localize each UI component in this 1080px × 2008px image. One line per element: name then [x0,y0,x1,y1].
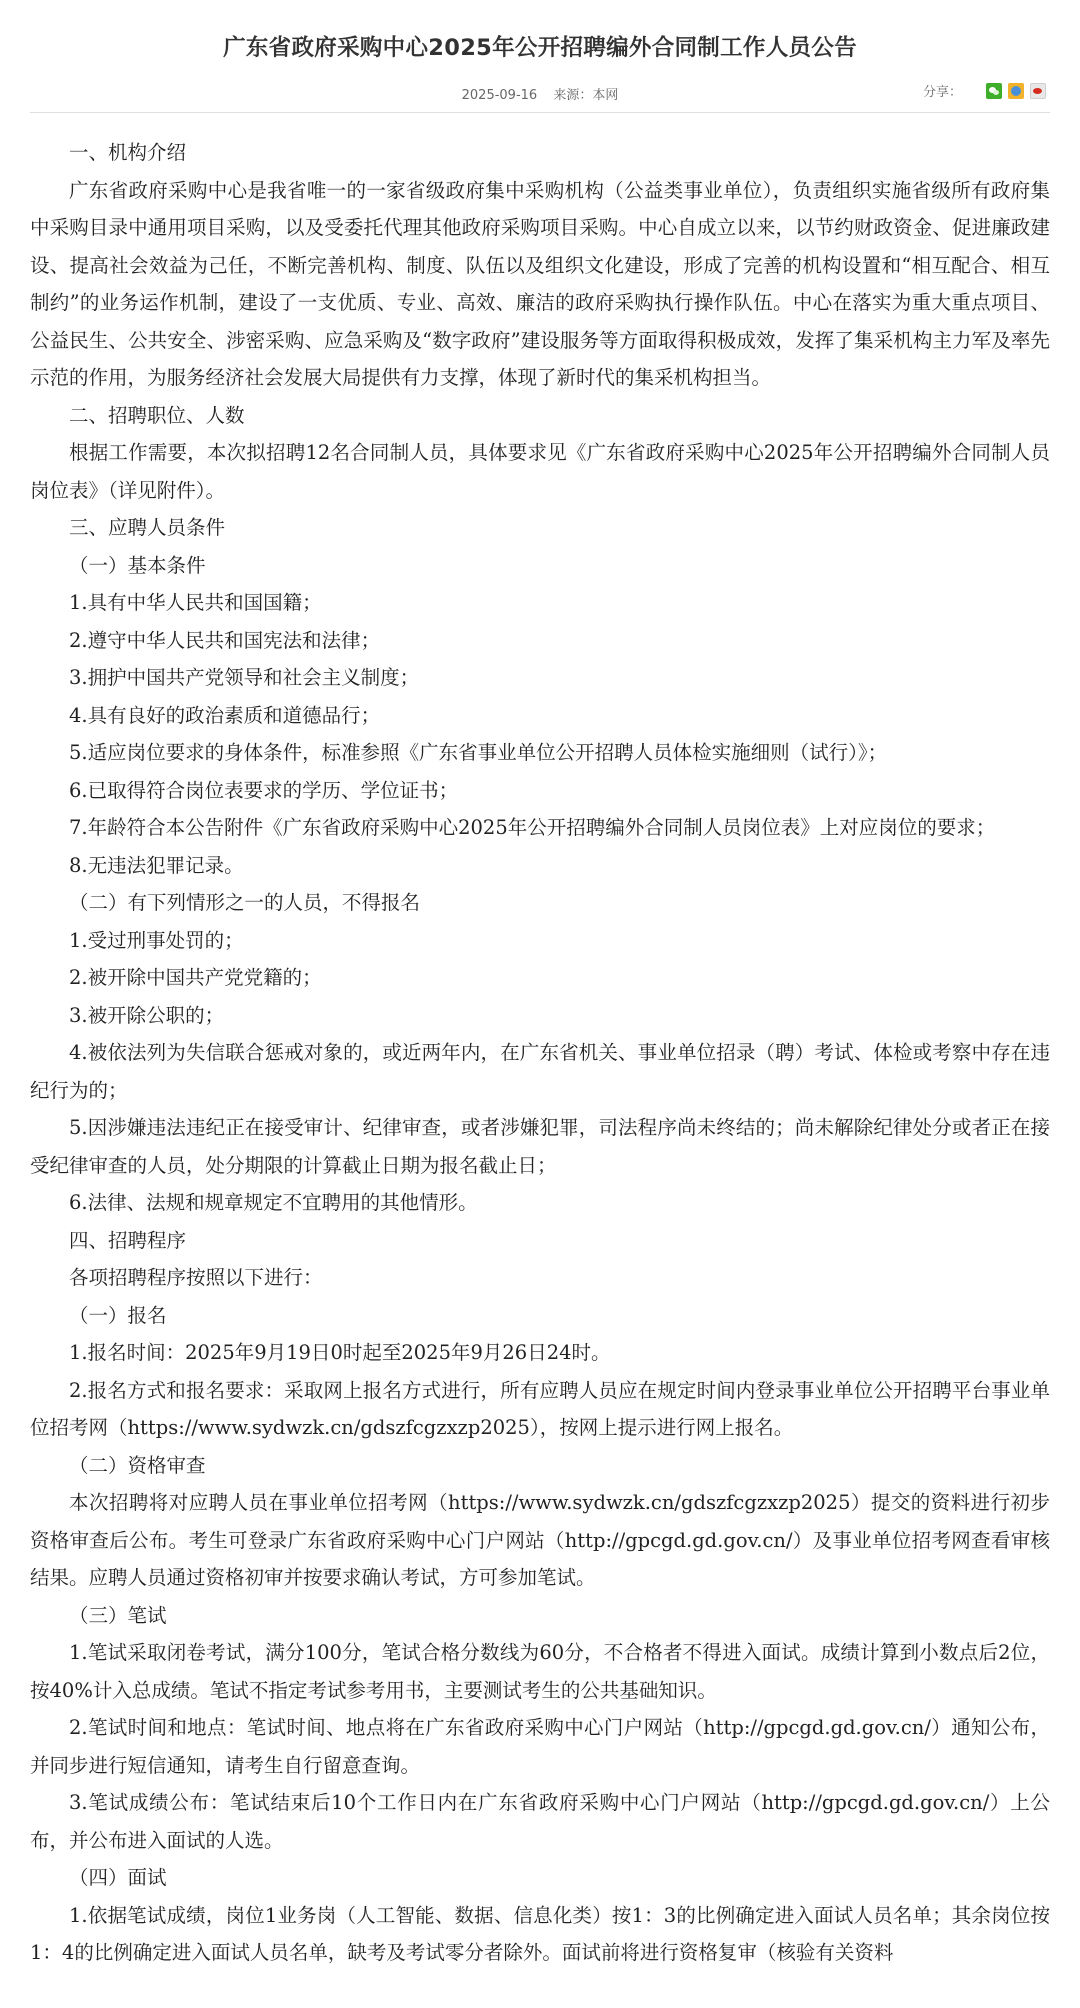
subsection-heading: （二）资格审查 [69,1453,206,1477]
paragraph: 根据工作需要，本次拟招聘12名合同制人员，具体要求见《广东省政府采购中心2025年公开招聘编外合同制人员岗位表》（详见附件）。 [30,441,1050,502]
list-item: 2.被开除中国共产党党籍的； [69,966,322,989]
paragraph: 各项招聘程序按照以下进行： [69,1266,323,1289]
list-item: 3.被开除公职的； [69,1003,225,1027]
subsection-heading: （四）面试 [69,1866,167,1889]
qzone-icon[interactable] [1008,83,1024,99]
weibo-icon[interactable] [1030,83,1046,99]
list-item: 2.笔试时间和地点：笔试时间、地点将在广东省政府采购中心门户网站（http://gpcgd.gd.gov.cn/）通知公布，并同步进行短信通知，请考生自行留意查询。 [30,1716,1050,1777]
section-heading: 一、机构介绍 [69,141,187,164]
subsection-heading: （一）基本条件 [69,553,206,577]
list-item: 6.法律、法规和规章规定不宜聘用的其他情形。 [69,1191,478,1214]
list-item: 7.年龄符合本公告附件《广东省政府采购中心2025年公开招聘编外合同制人员岗位表》上对应岗位的要求； [69,816,996,839]
section-heading: 二、招聘职位、人数 [69,403,245,427]
list-item: 1.受过刑事处罚的； [69,928,244,952]
article-body [30,134,1050,1972]
article-source: 来源：本网 [553,88,619,103]
list-item: 4.具有良好的政治素质和道德品行； [69,703,381,727]
article-meta [0,84,1080,103]
paragraph: 广东省政府采购中心是我省唯一的一家省级政府集中采购机构（公益类事业单位），负责组织实施省级所有政府集中采购目录中通用项目采购，以及受委托代理其他政府采购项目采购。中心自成立以来，以节约财政资金、促进廉政建设、提高社会效益为己任，不断完善机构、制度、队伍以及组织文化建设，形成了完善的机构设置和“相互配合、相互制约”的业务运作机制，建设了一支优质、专业、高效、廉洁的政府采购执行操作队伍。中心在落实为重大重点项目、公益民生、公共安全、涉密采购、应急采购及“数字政府”建设服务等方面取得积极成效，发挥了集采机构主力军及率先示范的作用，为服务经济社会发展大局提供有力支撑，体现了新时代的集采机构担当。 [30,178,1050,389]
subsection-heading: （一）报名 [69,1303,167,1327]
list-item: 1.报名时间：2025年9月19日0时起至2025年9月26日24时。 [69,1341,611,1364]
list-item: 3.笔试成绩公布：笔试结束后10个工作日内在广东省政府采购中心门户网站（http://gpcgd.gd.gov.cn/）上公布，并公布进入面试的人选。 [30,1791,1050,1852]
list-item: 8.无违法犯罪记录。 [69,853,244,877]
section-heading: 四、招聘程序 [69,1228,187,1252]
list-item: 5.适应岗位要求的身体条件，标准参照《广东省事业单位公开招聘人员体检实施细则（试行）》； [69,741,888,764]
list-item: 1.笔试采取闭卷考试，满分100分，笔试合格分数线为60分，不合格者不得进入面试。成绩计算到小数点后2位，按40%计入总成绩。笔试不指定考试参考用书，主要测试考生的公共基础知识。 [30,1641,1050,1702]
list-item: 3.拥护中国共产党领导和社会主义制度； [69,666,420,689]
list-item: 1.具有中华人民共和国国籍； [69,591,322,614]
share-label: 分享： [922,85,962,100]
subsection-heading: （二）有下列情形之一的人员，不得报名 [69,891,421,914]
list-item: 4.被依法列为失信联合惩戒对象的，或近两年内，在广东省机关、事业单位招录（聘）考试、体检或考察中存在违纪行为的； [30,1041,1050,1102]
publish-date: 2025-09-16 [461,88,538,103]
subsection-heading: （三）笔试 [69,1603,167,1627]
list-item: 5.因涉嫌违法违纪正在接受审计、纪律审查，或者涉嫌犯罪，司法程序尚未终结的；尚未解除纪律处分或者正在接受纪律审查的人员，处分期限的计算截止日期为报名截止日； [30,1116,1050,1177]
wechat-icon[interactable] [986,83,1002,99]
header-divider [30,112,1050,113]
list-item: 2.报名方式和报名要求：采取网上报名方式进行，所有应聘人员应在规定时间内登录事业单位公开招聘平台事业单位招考网（https://www.sydwzk.cn/gdszfcgzxzp2025），按网上提示进行网上报名。 [30,1378,1050,1439]
list-item: 6.已取得符合岗位表要求的学历、学位证书； [69,778,459,802]
page-title: 广东省政府采购中心2025年公开招聘编外合同制工作人员公告 [223,35,857,61]
section-heading: 三、应聘人员条件 [69,516,226,539]
paragraph: 本次招聘将对应聘人员在事业单位招考网（https://www.sydwzk.cn/gdszfcgzxzp2025）提交的资料进行初步资格审查后公布。考生可登录广东省政府采购中心门户网站（http://gpcgd.gd.gov.cn/）及事业单位招考网查看审核结果。应聘人员通过资格初审并按要求确认考试，方可参加笔试。 [30,1491,1050,1589]
share-bar [923,81,1046,100]
list-item: 1.依据笔试成绩，岗位1业务岗（人工智能、数据、信息化类）按1：3的比例确定进入面试人员名单；其余岗位按1：4的比例确定进入面试人员名单，缺考及考试零分者除外。面试前将进行资格复审（核验有关资料 [30,1903,1050,1964]
list-item: 2.遵守中华人民共和国宪法和法律； [69,628,381,652]
